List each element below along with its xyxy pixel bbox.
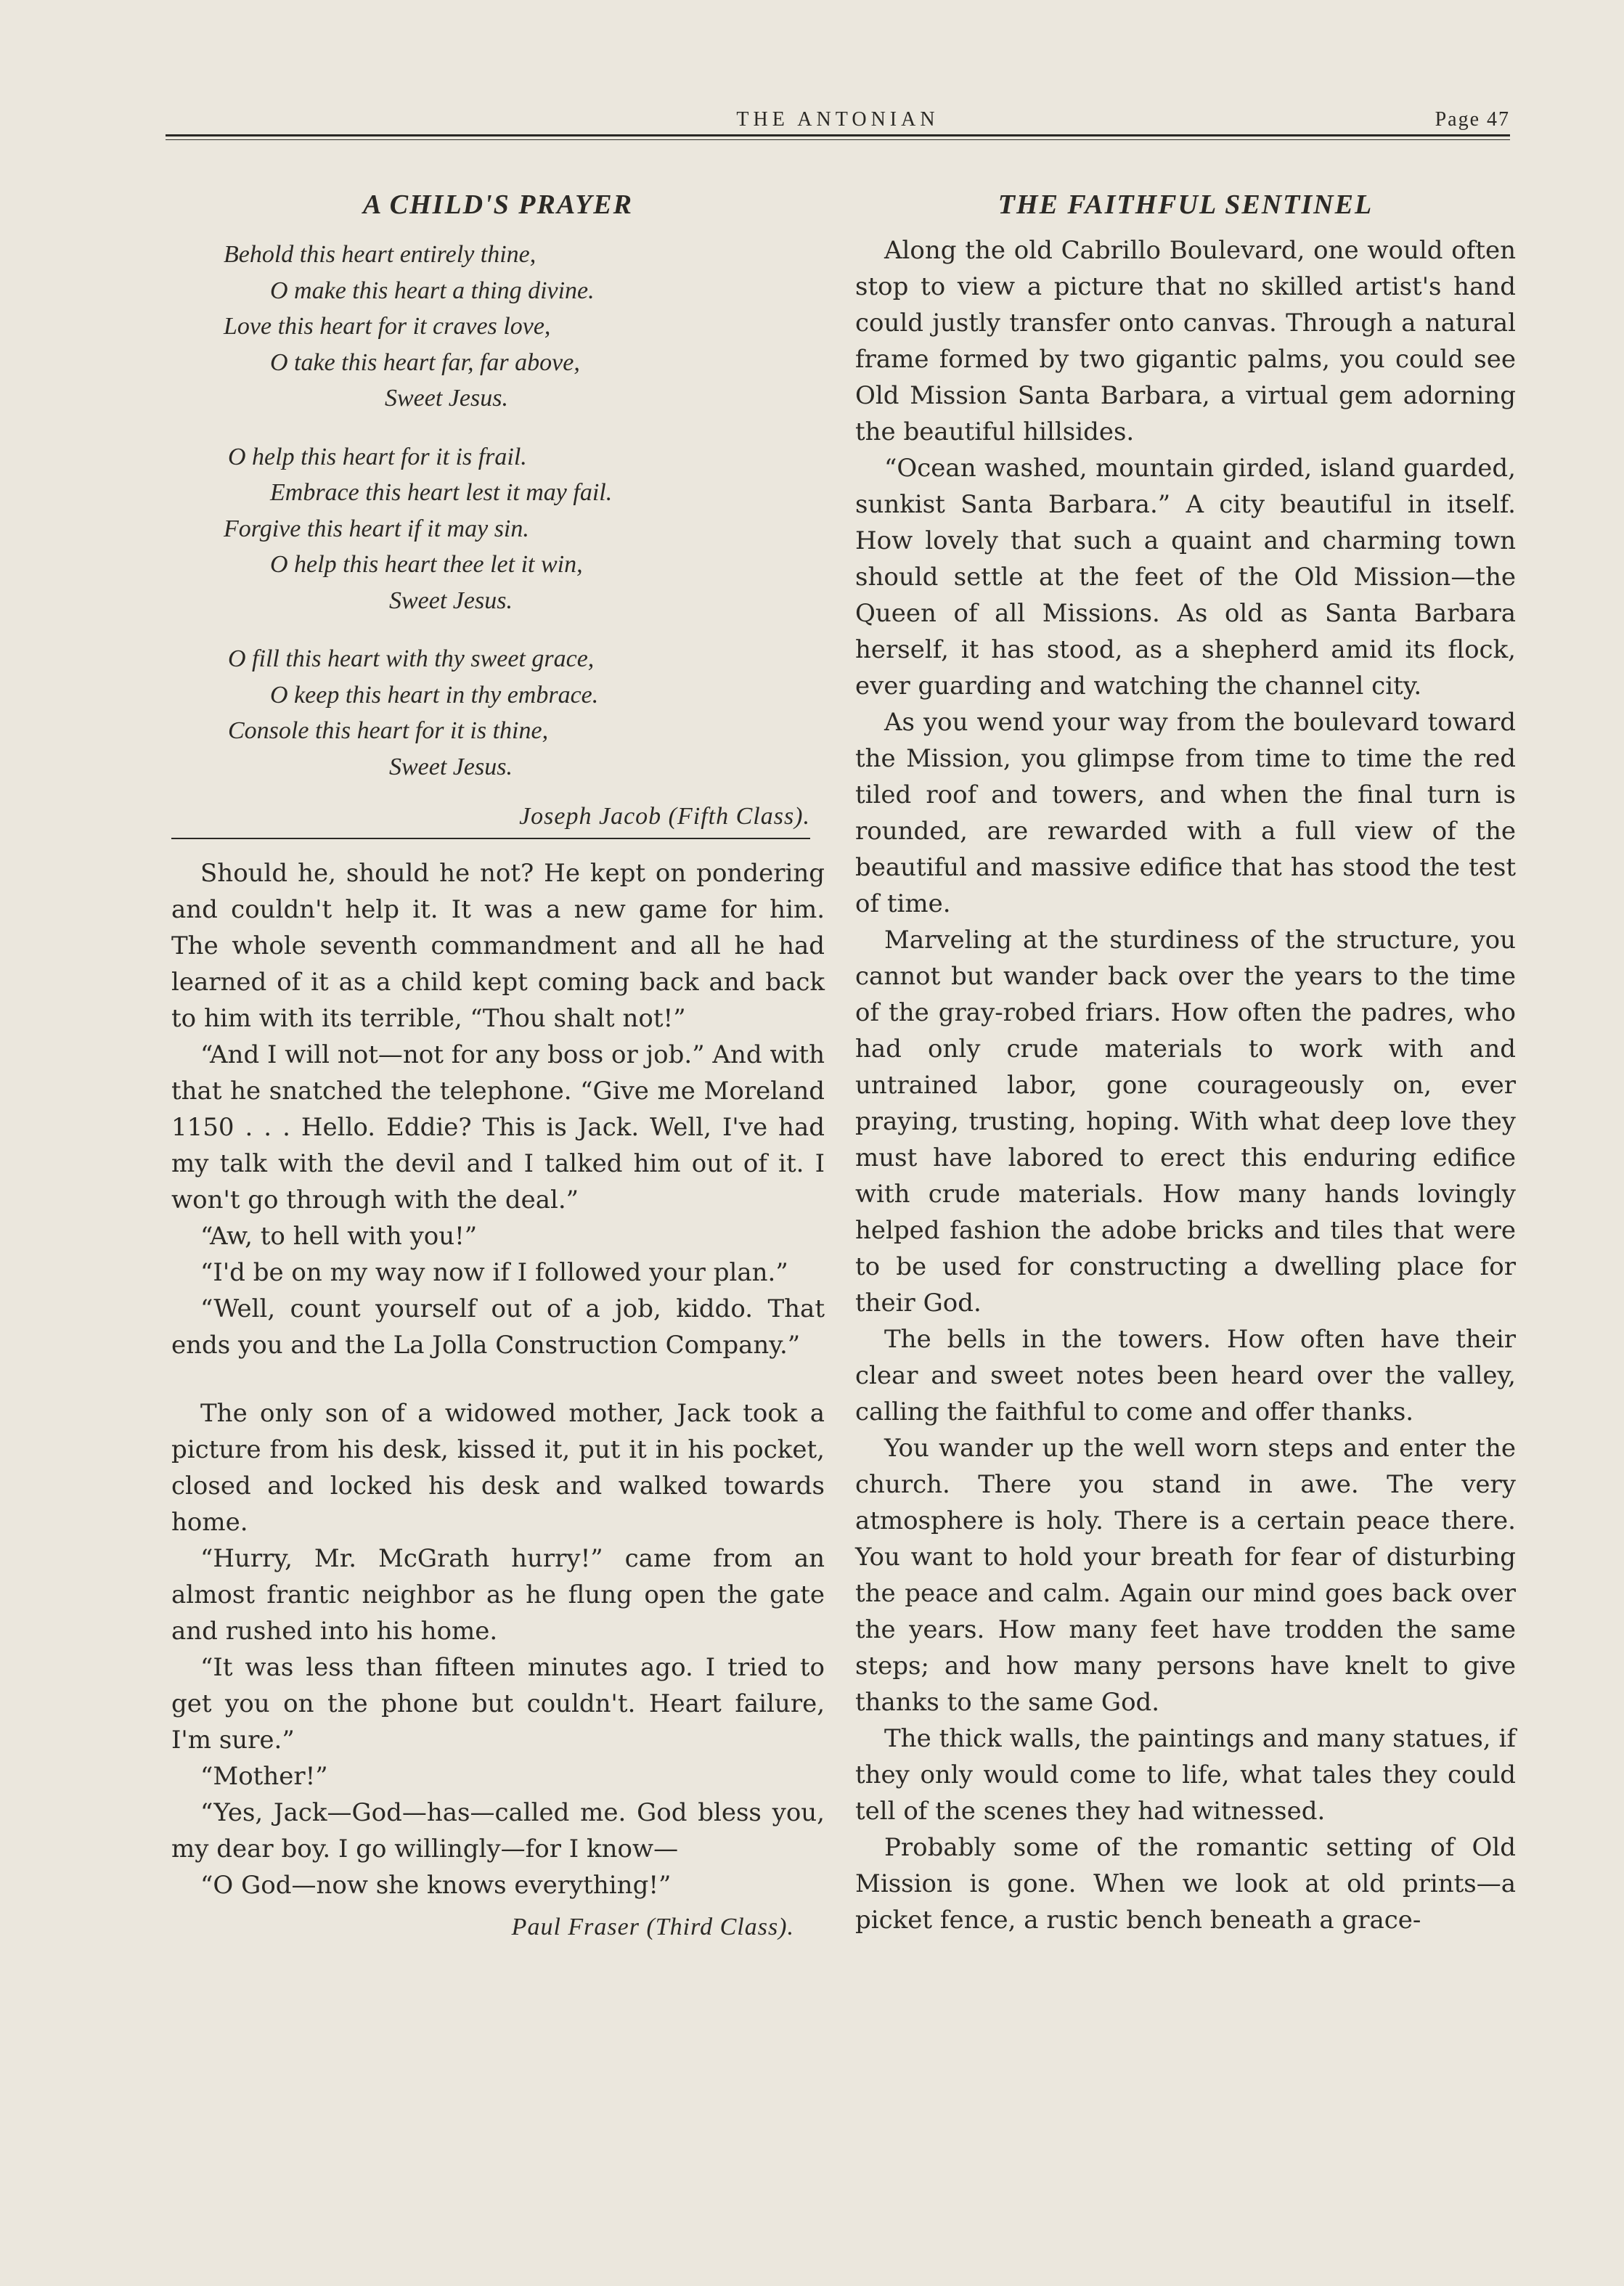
poem-line: O take this heart far, far above, bbox=[270, 348, 580, 376]
poem-stanza bbox=[171, 237, 825, 417]
article-paragraph: “Ocean washed, mountain girded, island guarded, sunkist Santa Barbara.” A city beautiful in itself. How lovely that such a quaint and charming town should settle at the feet of the Old Mission—the Queen of all Missions. As old as Santa Barbara herself, it has stood, as a shepherd amid its flock, ever guarding and watching the channel city. bbox=[855, 454, 1516, 701]
story-paragraph: “And I will not—not for any boss or job.” And with that he snatched the telephone. “Give me Moreland 1150 . . . Hello. Eddie? This is Jack. Well, I've had my talk with the devil and I talked him out of it. I won't go through with the deal.” bbox=[171, 1040, 825, 1215]
article-paragraph: The bells in the towers. How often have their clear and sweet notes been heard over the valley, calling the faithful to come and offer thanks. bbox=[855, 1325, 1516, 1426]
article-paragraph: The thick walls, the paintings and many statues, if they only would come to life, what tales they could tell of the scenes they had witnessed. bbox=[855, 1724, 1516, 1826]
header-rule-thin bbox=[166, 139, 1510, 140]
page-number: Page 47 bbox=[1435, 108, 1510, 131]
poem-line: O make this heart a thing divine. bbox=[270, 277, 595, 304]
story-paragraph: “Mother!” bbox=[200, 1761, 328, 1791]
poem-line: O fill this heart with thy sweet grace, bbox=[228, 645, 595, 672]
section-divider bbox=[171, 838, 810, 839]
poem-title: A CHILD'S PRAYER bbox=[363, 189, 633, 220]
left-column bbox=[171, 181, 825, 1946]
running-header bbox=[166, 105, 1510, 134]
article-paragraph: Marveling at the sturdiness of the structure, you cannot but wander back over the years to the time of the gray-robed friars. How often the padres, who had only crude materials to work with and untrained labor, gone courageously on, ever praying, trusting, hoping. With what deep love they must have labored to erect this enduring edifice with crude materials. How many hands lovingly helped fashion the adobe bricks and tiles that were to be used for constructing a dwelling place for their God. bbox=[855, 926, 1516, 1318]
magazine-title: THE ANTONIAN bbox=[736, 108, 939, 131]
poem-stanza bbox=[171, 439, 825, 619]
poem-line: Love this heart for it craves love, bbox=[224, 313, 551, 340]
poem-line: Console this heart for it is thine, bbox=[228, 717, 549, 744]
story-paragraph: “Well, count yourself out of a job, kiddo. That ends you and the La Jolla Construction Company.” bbox=[171, 1294, 825, 1360]
story-paragraph: The only son of a widowed mother, Jack took a picture from his desk, kissed it, put it in his pocket, closed and locked his desk and walked towards home. bbox=[171, 1398, 825, 1537]
poem-line: Embrace this heart lest it may fail. bbox=[270, 479, 613, 506]
article-paragraph: As you wend your way from the boulevard toward the Mission, you glimpse from time to time the red tiled roof and towers, and when the final turn is rounded, are rewarded with a full view of the beautiful and massive edifice that has stood the test of time. bbox=[855, 708, 1516, 918]
article-body bbox=[855, 232, 1516, 1938]
article-paragraph: Along the old Cabrillo Boulevard, one would often stop to view a picture that no skilled artist's hand could justly transfer onto canvas. Through a natural frame formed by two gigantic palms, you could see Old Mission Santa Barbara, a virtual gem adorning the beautiful hillsides. bbox=[855, 236, 1516, 446]
poem-line: O help this heart for it is frail. bbox=[228, 443, 527, 470]
story-body bbox=[171, 855, 825, 1946]
article-title: THE FAITHFUL SENTINEL bbox=[997, 189, 1374, 220]
story-paragraph: Should he, should he not? He kept on pondering and couldn't help it. It was a new game for him. The whole seventh commandment and all he had learned of it as a child kept coming back and back to him with its terrible, “Thou shalt not!” bbox=[171, 858, 825, 1033]
story-paragraph: “It was less than fifteen minutes ago. I tried to get you on the phone but couldn't. Heart failure, I'm sure.” bbox=[171, 1652, 825, 1755]
story-paragraph: “Aw, to hell with you!” bbox=[200, 1221, 478, 1251]
header-rule bbox=[166, 134, 1510, 136]
story-paragraph: “I'd be on my way now if I followed your plan.” bbox=[200, 1257, 788, 1287]
poem-stanza bbox=[171, 641, 825, 785]
poem-body bbox=[171, 237, 825, 835]
poem-line: Sweet Jesus. bbox=[389, 587, 513, 614]
poem-line: Sweet Jesus. bbox=[389, 753, 513, 780]
poem-line: O keep this heart in thy embrace. bbox=[270, 681, 599, 709]
poem-line: Sweet Jesus. bbox=[385, 385, 508, 412]
poem-line: Behold this heart entirely thine, bbox=[224, 241, 536, 268]
poem-line: Forgive this heart if it may sin. bbox=[224, 515, 529, 542]
right-column bbox=[855, 181, 1516, 1938]
story-paragraph: “Hurry, Mr. McGrath hurry!” came from an almost frantic neighbor as he flung open the gate and rushed into his home. bbox=[171, 1543, 825, 1646]
story-author: Paul Fraser (Third Class). bbox=[511, 1913, 794, 1940]
article-paragraph: You wander up the well worn steps and enter the church. There you stand in awe. The very atmosphere is holy. There is a certain peace there. You want to hold your breath for fear of disturbing the peace and calm. Again our mind goes back over the years. How many feet have trodden the same steps; and how many persons have knelt to give thanks to the same God. bbox=[855, 1434, 1516, 1717]
story-paragraph: “O God—now she knows everything!” bbox=[200, 1870, 672, 1900]
article-paragraph: Probably some of the romantic setting of Old Mission is gone. When we look at old prints—a picket fence, a rustic bench beneath a grace- bbox=[855, 1833, 1516, 1935]
story-paragraph: “Yes, Jack—God—has—called me. God bless you, my dear boy. I go willingly—for I know— bbox=[171, 1797, 825, 1864]
story-break bbox=[171, 1363, 825, 1395]
poem-author: Joseph Jacob (Fifth Class). bbox=[519, 803, 810, 830]
poem-line: O help this heart thee let it win, bbox=[270, 551, 583, 578]
